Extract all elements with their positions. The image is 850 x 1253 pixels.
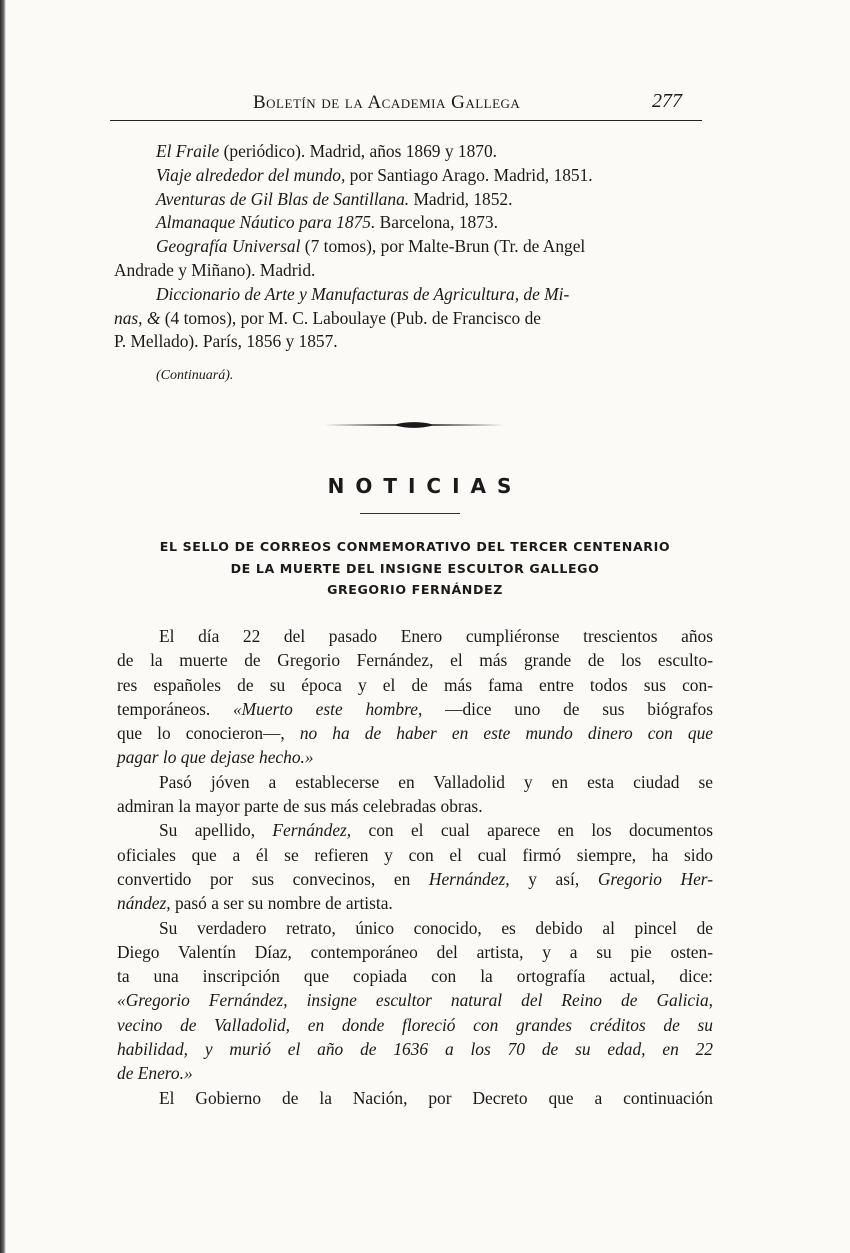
article-heading-line: DE LA MUERTE DEL INSIGNE ESCULTOR GALLEGO bbox=[230, 560, 600, 576]
text-line bbox=[117, 745, 713, 769]
running-head bbox=[110, 88, 702, 121]
entry-details: Barcelona, 1873. bbox=[375, 212, 498, 233]
emphasis-run: nández, bbox=[117, 893, 171, 914]
text-line bbox=[117, 891, 713, 915]
text-line bbox=[117, 721, 713, 745]
text-run: temporáneos. bbox=[117, 698, 233, 719]
entry-title: Aventuras de Gil Blas de Santillana. bbox=[156, 188, 410, 209]
entry-details: (4 tomos), por M. C. Laboulaye (Pub. de Francisco de bbox=[160, 307, 541, 328]
text-run: convertido por sus convecinos, en bbox=[117, 868, 429, 889]
continued-note: (Continuará). bbox=[156, 368, 234, 383]
text-line: ta una inscripción que copiada con la ortografía actual, dice: bbox=[117, 966, 713, 987]
text-line: Pasó jóven a establecerse en Valladolid y en esta ciudad se bbox=[159, 771, 713, 792]
bibliography-entry bbox=[114, 188, 706, 212]
text-line: de la muerte de Gregorio Fernández, el más grande de los esculto- bbox=[117, 650, 713, 671]
entry-title: Viaje alrededor del mundo, bbox=[156, 164, 346, 185]
emphasis-run: Gregorio Her- bbox=[597, 868, 714, 889]
text-line bbox=[117, 1061, 713, 1085]
bibliography-entry bbox=[114, 235, 706, 259]
bibliography-entry bbox=[114, 140, 706, 164]
page-number: 277 bbox=[652, 90, 682, 112]
text-line: El día 22 del pasado Enero cumpliéronse trescientos años bbox=[159, 626, 713, 646]
entry-title: Diccionario de Arte y Manufacturas de Agricultura, de Mi- bbox=[156, 283, 570, 304]
text-run: con el cual aparece en los documentos bbox=[351, 820, 713, 841]
bibliography-list bbox=[114, 140, 706, 354]
entry-details: Madrid, 1852. bbox=[409, 188, 513, 209]
quote-run: no ha de haber en este mundo dinero con que bbox=[299, 723, 713, 744]
text-line: Diego Valentín Díaz, contemporáneo del artista, y a su pie osten- bbox=[117, 941, 713, 962]
bibliography-entry-continuation: Andrade y Miñano). Madrid. bbox=[114, 259, 316, 280]
text-line bbox=[117, 818, 713, 842]
emphasis-run: Hernández, bbox=[428, 868, 510, 889]
text-line bbox=[117, 1013, 713, 1037]
article-body bbox=[117, 624, 713, 1110]
article-heading-line: GREGORIO FERNÁNDEZ bbox=[327, 582, 503, 597]
text-line: oficiales que a él se refieren y con el cual firmó siempre, ha sido bbox=[117, 844, 713, 865]
text-line bbox=[117, 988, 713, 1012]
inscription-run: «Gregorio Fernández, insigne escultor natural del Reino de Galicia, bbox=[117, 990, 713, 1011]
text-run: Su apellido, bbox=[159, 820, 273, 841]
text-line bbox=[117, 867, 713, 891]
bibliography-entry-continuation: P. Mellado). París, 1856 y 1857. bbox=[114, 331, 338, 352]
entry-title: Geografía Universal bbox=[156, 236, 301, 257]
bibliography-entry-continuation bbox=[114, 307, 706, 331]
bibliography-entry bbox=[114, 283, 706, 307]
section-title: NOTICIAS bbox=[327, 474, 523, 498]
text-run: y así, bbox=[509, 868, 598, 889]
book-spine-shadow bbox=[0, 0, 6, 1253]
inscription-run: habilidad, y murió el año de 1636 a los 70 de su edad, en 22 bbox=[117, 1039, 713, 1060]
bibliography-entry bbox=[114, 211, 706, 235]
text-line: El Gobierno de la Nación, por Decreto que a continuación bbox=[159, 1087, 713, 1108]
text-line bbox=[117, 1037, 713, 1061]
text-line bbox=[117, 697, 713, 721]
quote-run: pagar lo que dejase hecho.» bbox=[117, 747, 314, 768]
text-line: admiran la mayor parte de sus más celebradas obras. bbox=[117, 796, 483, 817]
text-line: Su verdadero retrato, único conocido, es debido al pincel de bbox=[159, 917, 713, 938]
text-line: res españoles de su época y el de más fama entre todos sus con- bbox=[117, 674, 713, 695]
emphasis-run: Fernández, bbox=[272, 820, 352, 841]
entry-title-continuation: nas, & bbox=[114, 307, 161, 328]
ornamental-divider bbox=[324, 420, 504, 430]
text-run: pasó a ser su nombre de artista. bbox=[170, 893, 393, 914]
entry-details: (7 tomos), por Malte-Brun (Tr. de Angel bbox=[300, 236, 586, 257]
text-run: —dice uno de sus biógrafos bbox=[422, 698, 713, 719]
inscription-run: vecino de Valladolid, en donde floreció con grandes créditos de su bbox=[117, 1014, 713, 1035]
article-heading bbox=[116, 536, 714, 601]
bibliography-entry bbox=[114, 164, 706, 188]
entry-title: El Fraile bbox=[156, 141, 220, 161]
entry-details: (periódico). Madrid, años 1869 y 1870. bbox=[219, 141, 497, 161]
running-title: Boletín de la Academia Gallega bbox=[253, 92, 521, 113]
text-run: que lo conocieron—, bbox=[117, 723, 300, 744]
entry-title: Almanaque Náutico para 1875. bbox=[156, 212, 376, 233]
inscription-run: de Enero.» bbox=[117, 1063, 193, 1084]
article-heading-line: EL SELLO DE CORREOS CONMEMORATIVO DEL TERCER CENTENARIO bbox=[159, 539, 671, 554]
section-rule bbox=[360, 513, 460, 514]
entry-details: por Santiago Arago. Madrid, 1851. bbox=[345, 164, 593, 185]
quote-run: «Muerto este hombre, bbox=[232, 698, 423, 719]
